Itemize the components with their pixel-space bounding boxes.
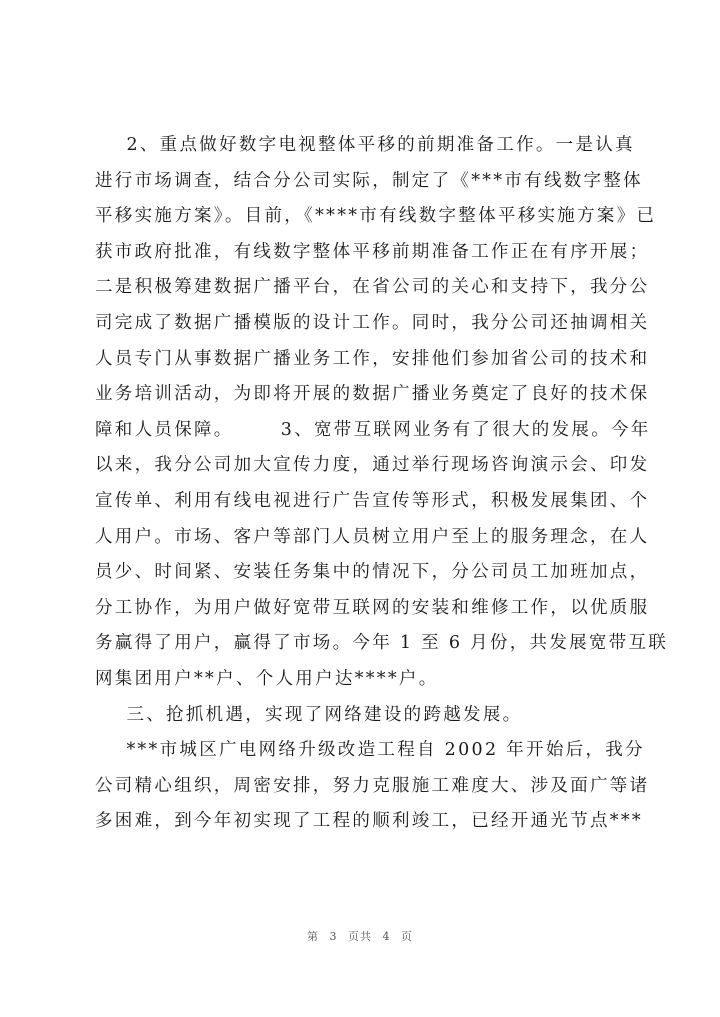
- text-line-16: 网集团用户**户、个人用户达****户。: [95, 668, 439, 689]
- text-line-19: 公司精心组织，周密安排，努力克服施工难度大、涉及面广等诸: [95, 775, 650, 796]
- text-line-12: 人用户。市场、客户等部门人员树立用户至上的服务理念，在人: [95, 526, 650, 547]
- text-line-1: 2、重点做好数字电视整体平移的前期准备工作。一是认真: [95, 135, 635, 155]
- text-line-8: 业务培训活动，为即将开展的数据广播业务奠定了良好的技术保: [95, 384, 650, 405]
- text-line-10: 以来，我分公司加大宣传力度，通过举行现场咨询演示会、印发: [95, 455, 650, 476]
- text-line-11: 宣传单、利用有线电视进行广告宣传等形式，积极发展集团、个: [95, 490, 650, 511]
- text-line-18: ***市城区广电网络升级改造工程自 2002 年开始后，我分: [95, 740, 645, 761]
- text-line-15: 务赢得了用户，赢得了市场。今年 1 至 6 月份，共发展宽带互联: [95, 633, 669, 654]
- text-line-6: 司完成了数据广播模版的设计工作。同时，我分公司还抽调相关: [95, 312, 650, 333]
- text-line-20: 多困难，到今年初实现了工程的顺利竣工，已经开通光节点***: [95, 811, 643, 832]
- text-line-4: 获市政府批准，有线数字整体平移前期准备工作正在有序开展；: [95, 241, 650, 262]
- text-line-2: 进行市场调查，结合分公司实际，制定了《***市有线数字整体: [95, 170, 643, 191]
- footer-suffix: 页: [401, 930, 413, 943]
- footer-current-page: 3: [329, 930, 338, 943]
- text-line-7: 人员专门从事数据广播业务工作，安排他们参加省公司的技术和: [95, 348, 650, 369]
- body-text: [95, 128, 669, 840]
- footer-prefix: 第: [307, 930, 319, 943]
- text-line-9: 障和人员保障。 3、宽带互联网业务有了很大的发展。今年: [95, 419, 651, 440]
- text-line-5: 二是积极筹建数据广播平台，在省公司的关心和支持下，我分公: [95, 277, 650, 298]
- section-heading-3: 三、抢抓机遇，实现了网络建设的跨越发展。: [95, 704, 523, 725]
- text-line-13: 员少、时间紧、安装任务集中的情况下，分公司员工加班加点，: [95, 562, 650, 583]
- text-line-14: 分工协作，为用户做好宽带互联网的安装和维修工作，以优质服: [95, 597, 650, 618]
- text-line-3: 平移实施方案》。目前，《****市有线数字整体平移实施方案》已: [95, 206, 657, 227]
- page-footer: [0, 928, 720, 944]
- footer-total-pages: 4: [382, 930, 391, 943]
- footer-middle: 页共: [348, 930, 372, 943]
